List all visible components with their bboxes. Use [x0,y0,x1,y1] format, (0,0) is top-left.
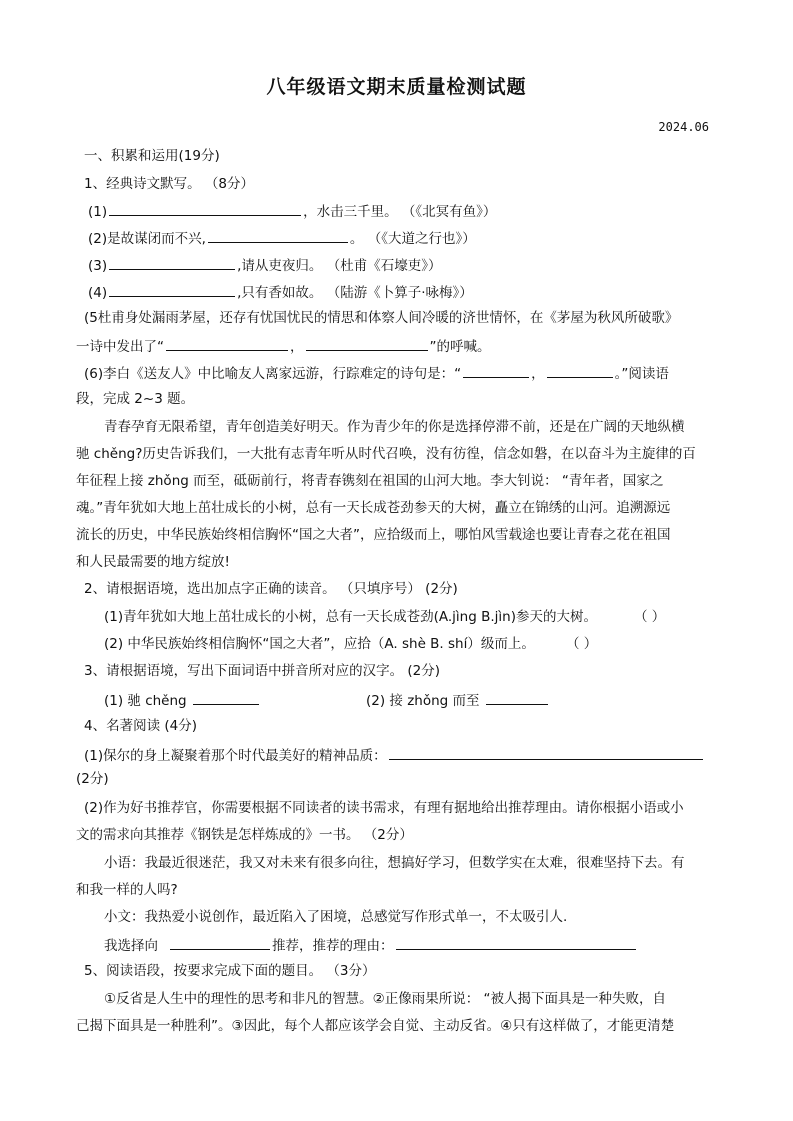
q4-part1-score: (2分) [76,771,109,787]
q4-stem: 4、名著阅读 (4分) [84,718,198,734]
section-heading: 一、积累和运用(19分) [84,148,220,164]
passage-line: 年征程上接 zhǒng 而至，砥砺前行，将青春镌刻在祖国的山河大地。李大钊说： “青年者，国家之 [76,473,664,489]
q1-line1: (1) ，水击三千里。 （《北冥有鱼》） [88,201,496,221]
q1-line5b: 一诗中发出了“ ， ”的呼喊。 [76,336,491,356]
q4-part2b: 文的需求向其推荐《钢铁是怎样炼成的》一书。 （2分） [76,827,413,843]
q3-item1: (1) 驰 chěng [104,690,261,710]
page-title: 八年级语文期末质量检测试题 [266,76,527,98]
q5-passage-line: 己揭下面具是一种胜利”。③因此，每个人都应该学会自觉、主动反省。④只有这样做了，才能更清楚 [76,1018,675,1034]
passage-line: 流长的历史，中华民族始终相信胸怀“国之大者”，应拾级而上，哪怕风雪载途也要让青春之花在祖国 [76,527,671,543]
answer-blank[interactable] [396,935,636,950]
q5-stem: 5、阅读语段，按要求完成下面的题目。 （3分） [84,963,376,979]
answer-blank[interactable] [547,363,613,378]
answer-blank[interactable] [389,745,703,760]
passage-line: 魂。”青年犹如大地上茁壮成长的小树，总有一天长成苍劲参天的大树，矗立在锦绣的山河。追溯源远 [76,500,671,516]
q1-line2: (2)是故谋闭而不兴, 。 （《大道之行也》） [88,228,476,248]
answer-blank[interactable] [463,363,529,378]
answer-blank[interactable] [306,336,428,351]
q1-line3: (3) ,请从吏夜归。 （杜甫《石壕吏》） [88,255,441,275]
q2-option2: (2) 中华民族始终相信胸怀“国之大者”，应拾（A. shè B. shí）级而上。 [104,636,535,652]
q2-answer-paren-1[interactable]: （ ） [634,609,666,625]
q3-stem: 3、请根据语境，写出下面词语中拼音所对应的汉字。 (2分) [84,663,441,679]
answer-blank[interactable] [109,201,301,216]
answer-blank[interactable] [109,282,235,297]
xiaoyu-line-b: 和我一样的人吗? [76,882,178,898]
q1-line6a: (6)李白《送友人》中比喻友人离家远游，行踪难定的诗句是：“ ， 。”阅读语 [84,363,669,383]
answer-blank[interactable] [166,336,288,351]
xiaoyu-line-a: 小语：我最近很迷茫，我又对未来有很多向往，想搞好学习，但数学实在太难，很难坚持下去。有 [104,855,685,871]
answer-blank[interactable] [109,255,235,270]
q2-stem: 2、请根据语境，选出加点字正确的读音。 （只填序号） (2分) [84,581,458,597]
exam-date: 2024.06 [658,120,709,134]
passage-line: 驰 chěng?历史告诉我们，一大批有志青年听从时代召唤，没有彷徨，信念如磐，在以奋斗为主旋律的百 [76,446,696,462]
q4-choice-line: 我选择向 推荐，推荐的理由： [104,935,638,955]
passage-line: 和人民最需要的地方绽放! [76,554,230,570]
answer-blank[interactable] [208,228,348,243]
answer-blank[interactable] [486,690,548,705]
q1-stem: 1、经典诗文默写。 （8分） [84,176,254,192]
q1-line5a: (5杜甫身处漏雨茅屋，还存有忧国忧民的情思和体察人间冷暖的济世情怀，在《茅屋为秋风所破歌》 [84,310,679,326]
answer-blank[interactable] [170,935,270,950]
q4-part2a: (2)作为好书推荐官，你需要根据不同读者的读书需求，有理有据地给出推荐理由。请你根据小语或小 [84,800,684,816]
q5-passage-line: ①反省是人生中的理性的思考和非凡的智慧。②正像雨果所说： “被人揭下面具是一种失败，自 [104,991,666,1007]
q2-option1: (1)青年犹如大地上茁壮成长的小树，总有一天长成苍劲(A.jìng B.jìn)参天的大树。 [104,609,597,625]
passage-line: 青春孕育无限希望，青年创造美好明天。作为青少年的你是选择停滞不前，还是在广阔的天地纵横 [104,419,685,435]
q4-part1: (1)保尔的身上凝聚着那个时代最美好的精神品质： [84,745,705,765]
answer-blank[interactable] [193,690,259,705]
xiaowen-line: 小文：我热爱小说创作，最近陷入了困境，总感觉写作形式单一，不太吸引人. [104,909,568,925]
q3-item2: (2) 接 zhǒng 而至 [366,690,550,710]
q1-line4: (4) ,只有香如故。 （陆游《卜算子·咏梅》） [88,282,473,302]
q2-answer-paren-2[interactable]: （ ） [566,636,598,652]
q1-line6b: 段，完成 2~3 题。 [76,391,195,407]
